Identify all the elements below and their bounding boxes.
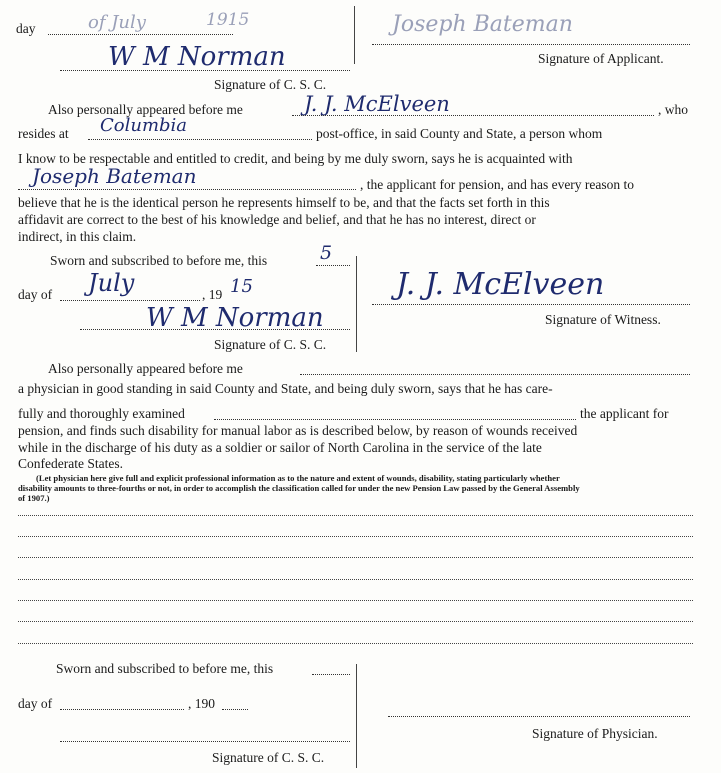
- sworn-day-fill: 5: [320, 242, 333, 264]
- sworn-text-2: Sworn and subscribed to before me, this: [56, 661, 274, 676]
- witness-signature-label: Signature of Witness.: [545, 312, 661, 327]
- residence-blank: [88, 139, 312, 140]
- csc-label-2: Signature of C. S. C.: [214, 337, 327, 352]
- witness-signature-line: [372, 304, 690, 305]
- day-fill: of July: [88, 12, 146, 33]
- sworn-month-blank: [60, 300, 200, 301]
- physician-note-3: of 1907.): [18, 493, 50, 503]
- witness-line-4-tail: , the applicant for pension, and has every reason to: [360, 177, 635, 192]
- physician-line-3-head: fully and thoroughly examined: [18, 406, 185, 421]
- physician-note-2: disability amounts to three-fourths or not, in order to accomplish the classification called for under the new Pension Law passed by the General Assembly: [18, 483, 580, 493]
- witness-line-5: believe that he is the identical person he represents himself to be, and that the facts set forth in this: [18, 195, 550, 210]
- month-blank-2: [60, 709, 184, 710]
- witness-line-6: affidavit are correct to the best of his knowledge and belief, and that he has no interest, direct or: [18, 212, 536, 227]
- witness-line-3: I know to be respectable and entitled to credit, and being by me duly sworn, says he is acquainted with: [18, 151, 573, 166]
- physician-name-blank: [300, 374, 690, 375]
- csc-signature-fill-2: W M Norman: [146, 303, 324, 333]
- sworn-month-fill: July: [88, 269, 135, 297]
- csc-label-3: Signature of C. S. C.: [212, 750, 325, 765]
- postoffice-text: post-office, in said County and State, a person whom: [316, 126, 603, 141]
- witness-name-fill: J. J. McElveen: [304, 92, 450, 116]
- residence-fill: Columbia: [100, 115, 188, 136]
- description-line-7: [18, 643, 693, 644]
- sworn-day-blank-2: [312, 674, 350, 675]
- applicant-name-fill: Joseph Bateman: [32, 164, 197, 188]
- description-line-2: [18, 536, 693, 537]
- physician-appeared-text: Also personally appeared before me: [48, 361, 243, 376]
- description-line-6: [18, 621, 693, 622]
- physician-signature-line: [388, 716, 690, 717]
- year-blank-2: [222, 709, 248, 710]
- year-prefix-1: , 19: [202, 287, 223, 302]
- applicant-signature-label: Signature of Applicant.: [538, 51, 664, 66]
- physician-line-2: a physician in good standing in said County and State, and being duly sworn, says that he has care-: [18, 381, 553, 396]
- section-divider-2: [356, 256, 357, 352]
- day-blank: [48, 34, 233, 35]
- who-text: , who: [658, 102, 688, 117]
- physician-line-5: while in the discharge of his duty as a soldier or sailor of North Carolina in the service of the late: [18, 440, 542, 455]
- witness-signature-fill: J. J. McElveen: [396, 267, 605, 302]
- sworn-text-1: Sworn and subscribed to before me, this: [50, 253, 268, 268]
- section-divider-3: [356, 664, 357, 768]
- year-fill: 1915: [206, 10, 250, 30]
- physician-line-4: pension, and finds such disability for manual labor as is described below, by reason of wounds received: [18, 423, 578, 438]
- day-of-text-1: day of: [18, 287, 53, 302]
- applicant-signature-line: [372, 44, 690, 45]
- description-line-5: [18, 600, 693, 601]
- sworn-year-fill: 15: [230, 276, 253, 297]
- csc-signature-line-2: [80, 329, 350, 330]
- physician-note-1: (Let physician here give full and explicit professional information as to the nature and extent of wounds, disability, stating particularly whether: [36, 473, 560, 483]
- resides-at-text: resides at: [18, 126, 69, 141]
- physician-line-3-tail: the applicant for: [580, 406, 669, 421]
- csc-signature-line-3: [60, 741, 350, 742]
- examined-applicant-blank: [214, 419, 576, 420]
- witness-name-blank: [292, 115, 654, 116]
- physician-line-6: Confederate States.: [18, 456, 123, 471]
- sworn-day-blank: [316, 265, 350, 266]
- physician-signature-label: Signature of Physician.: [532, 726, 658, 741]
- witness-line-7: indirect, in this claim.: [18, 229, 137, 244]
- year-text-2: , 190: [188, 696, 215, 711]
- witness-appeared-text: Also personally appeared before me: [48, 102, 243, 117]
- csc-signature-line-1: [60, 70, 350, 71]
- csc-label-1: Signature of C. S. C.: [214, 77, 327, 92]
- applicant-name-blank: [18, 189, 356, 190]
- section-divider: [354, 6, 355, 64]
- csc-signature-fill-1: W M Norman: [108, 42, 286, 72]
- description-line-3: [18, 557, 693, 558]
- description-line-4: [18, 579, 693, 580]
- description-line-1: [18, 515, 693, 516]
- day-label: day: [16, 21, 36, 36]
- applicant-signature-fill: Joseph Bateman: [392, 12, 573, 37]
- day-of-text-2: day of: [18, 696, 53, 711]
